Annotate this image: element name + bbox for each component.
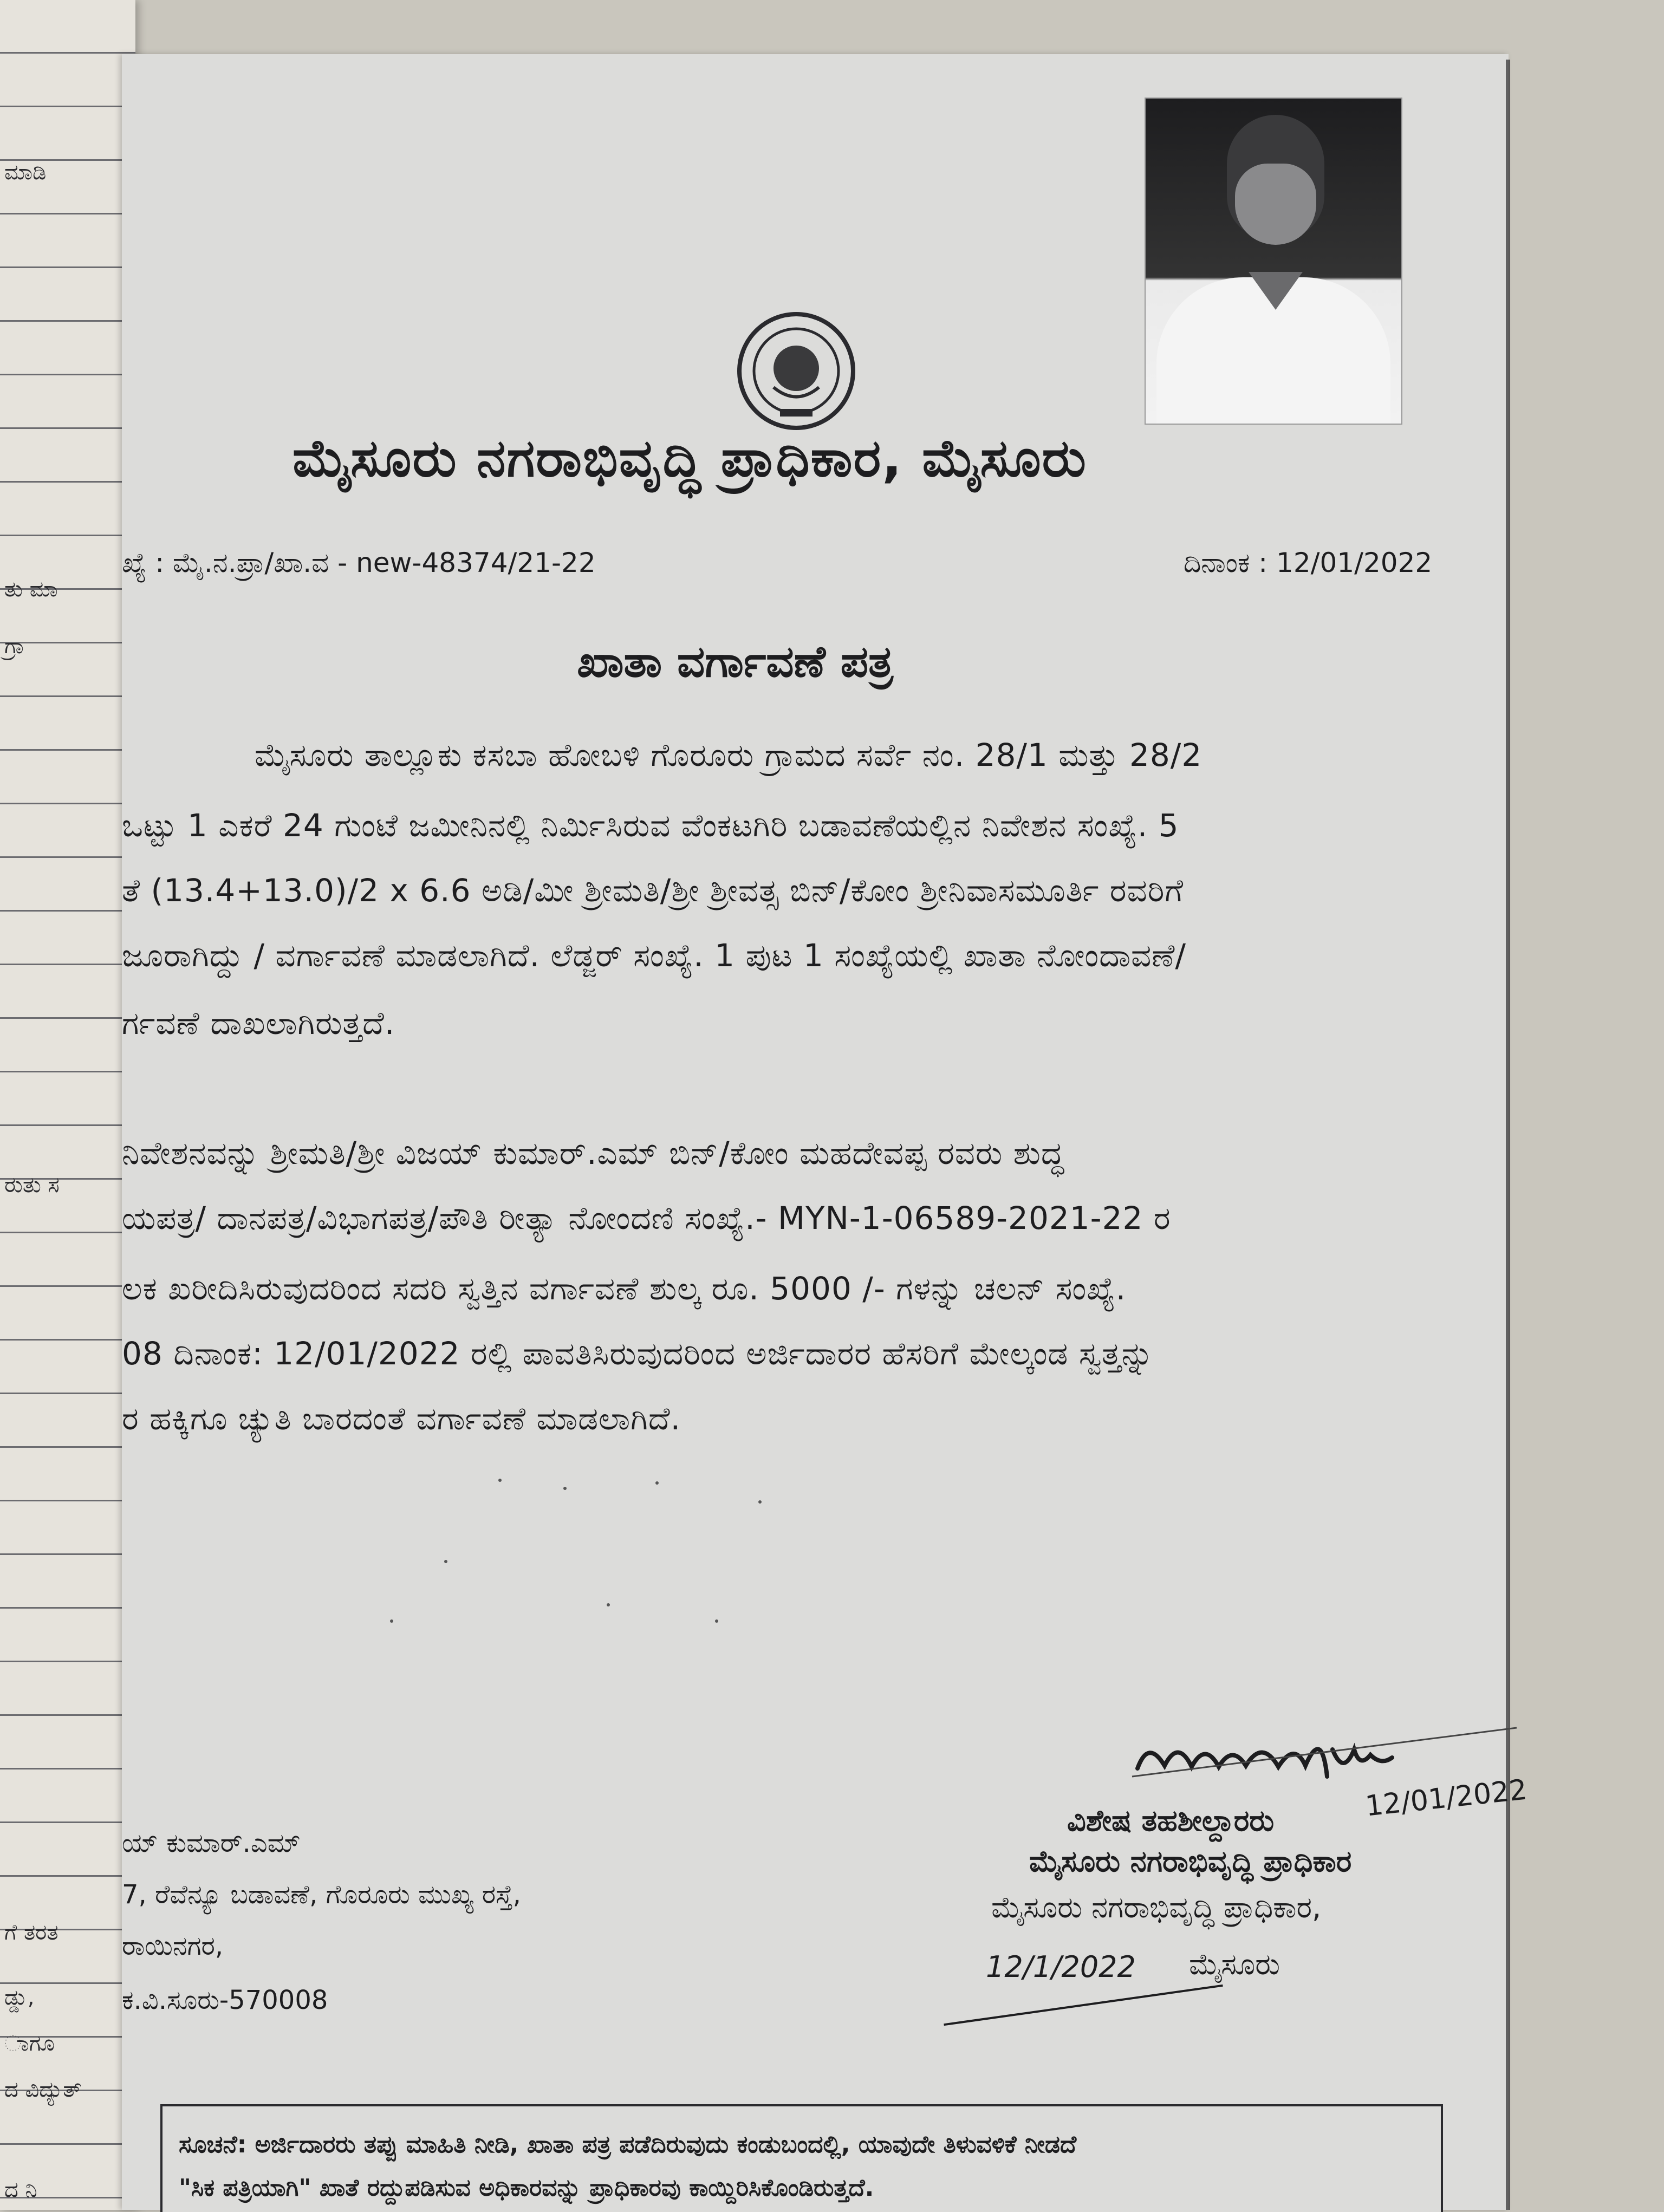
side-fragment: ಡ್ಡು, [4,1985,35,2010]
print-speck [444,1560,447,1563]
side-fragment: ತು ಮಾ [4,577,58,602]
officer-signature-icon [1127,1717,1528,1787]
paper-edge-shadow [1506,60,1510,2210]
notice-box [160,2104,1443,2212]
applicant-photo [1145,97,1402,425]
paragraph2-line: 08 ದಿನಾಂಕ: 12/01/2022 ರಲ್ಲಿ ಪಾವತಿಸಿರುವುದರಿಂದ ಅರ್ಜಿದಾರರ ಹೆಸರಿಗೆ ಮೇಲ್ಕಂಡ ಸ್ವತ್ತನ್ನು [122,1335,1154,1372]
paragraph1-line: ತೆ (13.4+13.0)/2 x 6.6 ಅಡಿ/ಮೀ ಶ್ರೀಮತಿ/ಶ್ರೀ ಶ್ರೀವತ್ಸ ಬಿನ್/ಕೋಂ ಶ್ರೀನಿವಾಸಮೂರ್ತಿ ರವರಿಗೆ [122,872,1184,909]
notice-line: ಸೂಚನೆ: ಅರ್ಜಿದಾರರು ತಪ್ಪು ಮಾಹಿತಿ ನೀಡಿ, ಖಾತಾ ಪತ್ರ ಪಡೆದಿರುವುದು ಕಂಡುಬಂದಲ್ಲಿ, ಯಾವುದೇ ತಿಳುವಳಿಕೆ ನೀಡದೆ [179,2131,1077,2158]
print-speck [607,1603,610,1606]
authority-title: ಮೈಸೂರು ನಗರಾಭಿವೃದ್ಧಿ ಪ್ರಾಧಿಕಾರ, ಮೈಸೂರು [292,428,1087,489]
government-emblem-icon [720,306,872,436]
notice-line: "ಸಿಕ ಪತ್ರಿಯಾಗಿ" ಖಾತೆ ರದ್ದುಪಡಿಸುವ ಅಧಿಕಾರವನ್ನು ಪ್ರಾಧಿಕಾರವು ಕಾಯ್ದಿರಿಸಿಕೊಂಡಿರುತ್ತದೆ. [179,2174,874,2202]
side-fragment: ರುತು ಸ [4,1173,60,1198]
signatory-designation: ವಿಶೇಷ ತಹಶೀಲ್ದಾರರು [1067,1804,1275,1838]
document-heading: ಖಾತಾ ವರ್ಗಾವಣೆ ಪತ್ರ [577,636,893,687]
signature-place: ಮೈಸೂರು [1189,1947,1280,1981]
issue-date: ದಿನಾಂಕ : 12/01/2022 [1184,547,1433,578]
paragraph1-line: ಒಟ್ಟು 1 ಎಕರೆ 24 ಗುಂಟೆ ಜಮೀನಿನಲ್ಲಿ ನಿರ್ಮಿಸಿರುವ ವೆಂಕಟಗಿರಿ ಬಡಾವಣೆಯಲ್ಲಿನ ನಿವೇಶನ ಸಂಖ್ಯೆ. 5 [122,807,1179,844]
side-fragment: ಗೆ ತರತ [4,1920,58,1945]
paragraph1-line: ಜೂರಾಗಿದ್ದು / ವರ್ಗಾವಣೆ ಮಾಡಲಾಗಿದೆ. ಲೆಡ್ಜರ್ ಸಂಖ್ಯೆ. 1 ಪುಟ 1 ಸಂಖ್ಯೆಯಲ್ಲಿ ಖಾತಾ ನೋಂದಾವಣೆ/ [122,937,1187,974]
print-speck [655,1481,659,1485]
side-fragment: ದ ವಿದ್ಯುತ್ [4,2077,82,2102]
address-line: 7, ರೆವೆನ್ಯೂ ಬಡಾವಣೆ, ಗೊರೂರು ಮುಖ್ಯ ರಸ್ತೆ, [122,1879,521,1910]
side-fragment: ಗ್ರಾ [4,634,25,659]
print-speck [498,1479,502,1482]
handwritten-date: 12/01/2022 [1363,1773,1529,1823]
signature-date: 12/1/2022 [986,1950,1136,1984]
reference-number: ಖ್ಯೆ : ಮೈ.ನ.ಪ್ರಾ/ಖಾ.ವ - new-48374/21-22 [122,547,596,578]
paragraph2-line: ನಿವೇಶನವನ್ನು ಶ್ರೀಮತಿ/ಶ್ರೀ ವಿಜಯ್ ಕುಮಾರ್.ಎಮ್ ಬಿನ್/ಕೋಂ ಮಹದೇವಪ್ಪ ರವರು ಶುದ್ಧ [122,1135,1064,1172]
background-notebook-page [0,0,135,2210]
paragraph1-line: ರ್ಗವಣೆ ದಾಖಲಾಗಿರುತ್ತದೆ. [122,1005,395,1042]
side-fragment: ಾಗೂ [4,2031,55,2056]
signatory-office: ಮೈಸೂರು ನಗರಾಭಿವೃದ್ಧಿ ಪ್ರಾಧಿಕಾರ, [991,1890,1322,1924]
side-fragment: ಮಾಡಿ [4,160,47,185]
print-speck [715,1619,718,1623]
applicant-name: ಯ್ ಕುಮಾರ್.ಎಮ್ [122,1828,301,1858]
paragraph2-line: ಯಪತ್ರ/ ದಾನಪತ್ರ/ವಿಭಾಗಪತ್ರ/ಪೌತಿ ರೀತ್ಯಾ ನೋಂದಣಿ ಸಂಖ್ಯೆ.- MYN-1-06589-2021-22 ರ [122,1200,1171,1237]
signatory-stamp-office: ಮೈಸೂರು ನಗರಾಭಿವೃದ್ಧಿ ಪ್ರಾಧಿಕಾರ [1029,1844,1352,1878]
paragraph2-line: ರ ಹಕ್ಕಿಗೂ ಚ್ಯುತಿ ಬಾರದಂತೆ ವರ್ಗಾವಣೆ ಮಾಡಲಾಗಿದೆ. [122,1400,681,1437]
print-speck [390,1619,393,1623]
side-fragment: ದ ನಿ [4,2177,37,2202]
paragraph2-line: ಲಕ ಖರೀದಿಸಿರುವುದರಿಂದ ಸದರಿ ಸ್ವತ್ತಿನ ವರ್ಗಾವಣೆ ಶುಲ್ಕ ರೂ. 5000 /- ಗಳನ್ನು ಚಲನ್ ಸಂಖ್ಯೆ. [122,1270,1127,1307]
paragraph1-line: ಮೈಸೂರು ತಾಲ್ಲೂಕು ಕಸಬಾ ಹೋಬಳಿ ಗೊರೂರು ಗ್ರಾಮದ ಸರ್ವೆ ನಂ. 28/1 ಮತ್ತು 28/2 [255,737,1202,773]
photo-face [1235,164,1316,245]
print-speck [563,1487,567,1490]
print-speck [758,1500,762,1504]
address-line: ರಾಯಿನಗರ, [122,1931,224,1961]
address-line: ಕ.ವಿ.ಸೂರು-570008 [122,1985,328,2015]
